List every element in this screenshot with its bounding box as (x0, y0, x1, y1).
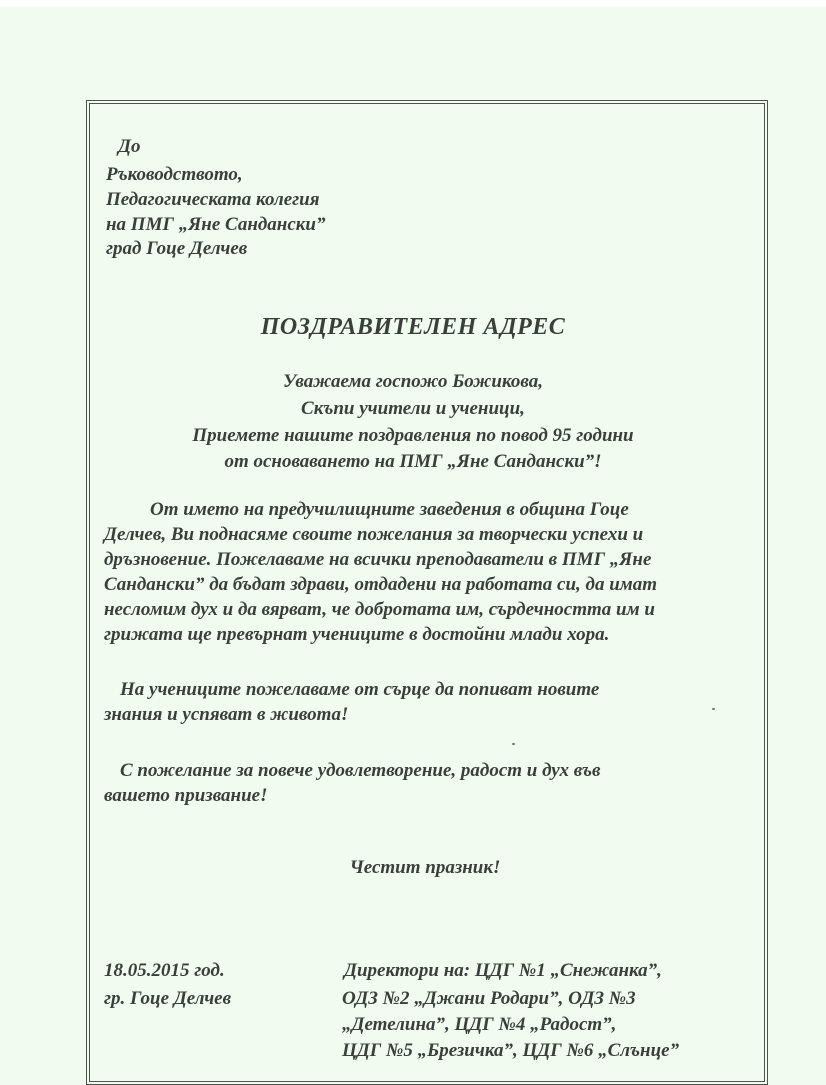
paragraph-1-line: несломим дух и да вярват, че добротата им, сърдечността им и (104, 599, 655, 620)
greeting-line-1: Уважаема госпожо Божикова, (283, 371, 543, 392)
scan-speck (712, 708, 715, 710)
greeting-line-4: от основаването на ПМГ „Яне Сандански”! (224, 451, 602, 472)
paragraph-1 (104, 498, 732, 647)
addressee-line-3: на ПМГ „Яне Сандански” (106, 214, 326, 235)
paragraph-2-line: знания и успяват в живота! (104, 704, 349, 725)
paragraph-1-line: грижата ще превърнат учениците в достойни млади хора. (104, 624, 610, 645)
signatory-line: ОДЗ №2 „Джани Родари”, ОДЗ №3 (342, 988, 636, 1009)
paragraph-1-line: дръзновение. Пожелаваме на всички преподаватели в ПМГ „Яне (104, 549, 652, 570)
paragraph-1-line: Делчев, Ви поднасяме своите пожелания за творчески успехи и (104, 524, 644, 545)
paragraph-3-line: вашето призвание! (104, 785, 268, 806)
paragraph-2 (104, 678, 732, 727)
greeting-line-3: Приемете нашите поздравления по повод 95 години (192, 425, 634, 446)
paragraph-1-line: Сандански” да бъдат здрави, отдадени на работата си, да имат (104, 574, 658, 595)
document-title: ПОЗДРАВИТЕЛЕН АДРЕС (260, 314, 566, 340)
signatory-line: „Детелина”, ЦДГ №4 „Радост”, (342, 1014, 617, 1035)
footer-place: гр. Гоце Делчев (104, 988, 232, 1009)
addressee-line-4: град Гоце Делчев (106, 238, 248, 259)
closing-wish: Честит празник! (349, 857, 501, 878)
paragraph-3-line: С пожелание за повече удовлетворение, радост и дух във (120, 760, 601, 781)
addressee-line-1: Ръководството, (106, 164, 243, 185)
scan-speck (512, 743, 515, 745)
greeting-line-2: Скъпи учители и ученици, (301, 398, 525, 419)
paragraph-2-line: На учениците пожелаваме от сърце да попиват новите (120, 679, 600, 700)
signatory-line: ЦДГ №5 „Брезичка”, ЦДГ №6 „Слънце” (342, 1040, 680, 1061)
addressee-to: До (118, 136, 141, 157)
paragraph-1-line: От името на предучилищните заведения в община Гоце (150, 499, 629, 520)
paragraph-3 (104, 759, 732, 808)
signatory-line: Директори на: ЦДГ №1 „Снежанка”, (344, 960, 662, 981)
scan-top-edge (0, 0, 826, 7)
addressee-line-2: Педагогическата колегия (106, 189, 320, 210)
footer-date: 18.05.2015 год. (104, 960, 225, 981)
